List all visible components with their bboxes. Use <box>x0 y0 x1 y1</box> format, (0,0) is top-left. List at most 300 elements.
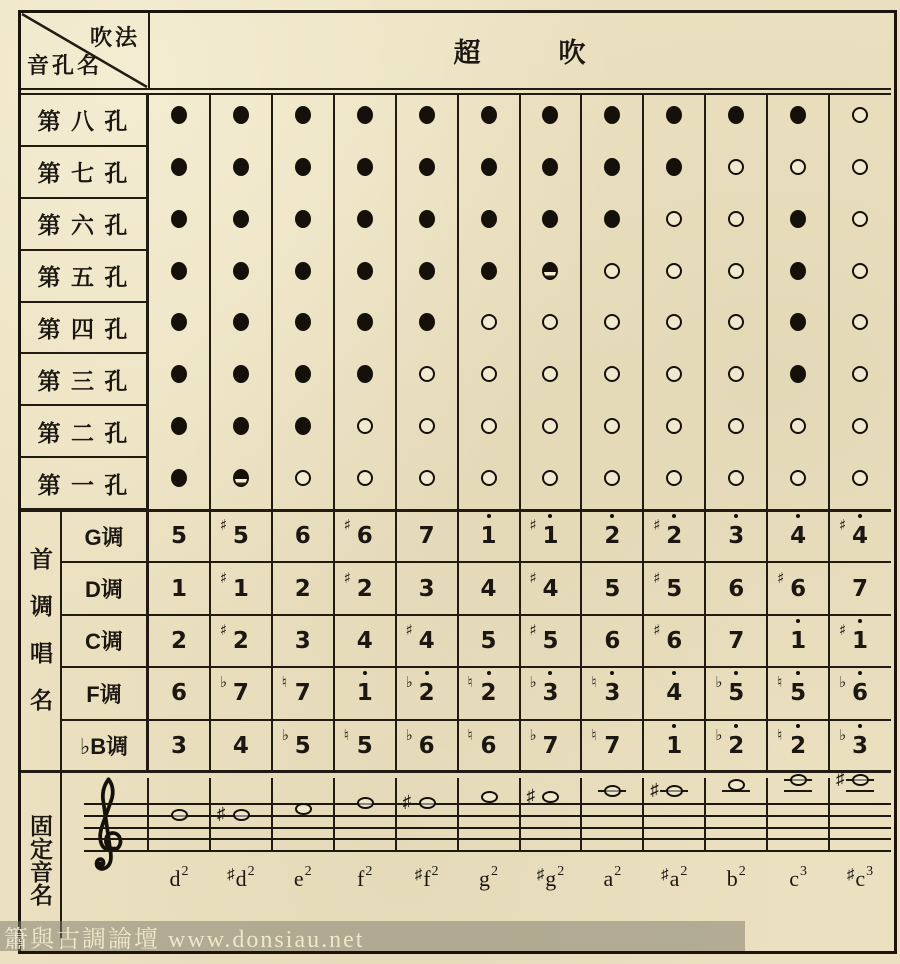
fixed-pitch-side-label: 固定音名 <box>21 774 62 945</box>
solfege-cell <box>210 720 272 772</box>
closed-hole-dot <box>357 365 373 383</box>
pitch-accidental: ♯ <box>414 867 423 883</box>
pitch-name: b 2 <box>726 864 746 891</box>
solfege-cell <box>210 562 272 614</box>
staff-column-line <box>395 778 397 852</box>
closed-hole-dot <box>790 210 806 228</box>
half-hole-dot <box>233 469 249 487</box>
solfege-cell <box>148 615 210 667</box>
solfege-cell <box>767 562 829 614</box>
pitch-name: ♯ d 2 <box>227 864 255 891</box>
open-hole-dot <box>852 263 868 279</box>
staff-accidental: ♯ <box>526 786 535 806</box>
solfege-cell <box>458 510 520 562</box>
column-line <box>457 510 459 772</box>
staff-line <box>84 815 891 817</box>
pitch-name: a 2 <box>603 864 622 891</box>
key-label-3: C调 <box>62 615 148 667</box>
column-line <box>147 510 149 772</box>
closed-hole-dot <box>295 417 311 435</box>
octave-dot <box>858 514 862 518</box>
closed-hole-dot <box>481 158 497 176</box>
whole-note <box>357 797 374 809</box>
accidental-sign: ♭ <box>839 725 847 744</box>
half-hole-dot <box>542 262 558 280</box>
octave-superscript: 2 <box>304 864 312 879</box>
octave-dot <box>548 514 552 518</box>
pitch-name: ♯ f 2 <box>414 864 439 891</box>
column-line <box>828 510 830 772</box>
octave-dot <box>734 724 738 728</box>
solfege-number: 5 ♭ <box>281 725 311 759</box>
solfege-cell <box>581 720 643 772</box>
open-hole-dot <box>852 470 868 486</box>
solfege-number: 2 <box>294 575 311 602</box>
staff-accidental: ♯ <box>216 803 226 823</box>
solfege-cell <box>643 720 705 772</box>
solfege-number: 6 ♯ <box>343 516 373 550</box>
solfege-cell <box>210 510 272 562</box>
accidental-sign: ♯ <box>529 516 537 535</box>
solfege-number: 5 ♮ <box>343 725 373 759</box>
octave-superscript: 2 <box>557 864 565 879</box>
solfege-number: 5 ♮ <box>777 673 807 707</box>
open-hole-dot <box>852 159 868 175</box>
column-line <box>766 93 768 510</box>
closed-hole-dot <box>481 262 497 280</box>
key-label-5: ♭B调 <box>62 720 148 772</box>
solfege-cell <box>396 510 458 562</box>
solfege-number: 4 ♯ <box>839 516 869 550</box>
octave-superscript: 2 <box>181 864 189 879</box>
solfege-cell <box>520 667 582 719</box>
solfege-number: 6 <box>604 627 621 654</box>
solfege-cell <box>148 510 210 562</box>
octave-dot <box>610 671 614 675</box>
solfege-cell <box>334 562 396 614</box>
solfege-cell <box>272 720 334 772</box>
accidental-sign: ♮ <box>467 725 473 744</box>
solfege-cell <box>272 667 334 719</box>
closed-hole-dot <box>357 210 373 228</box>
octave-superscript: 2 <box>247 864 255 879</box>
staff-column-line <box>519 778 521 852</box>
accidental-sign: ♯ <box>777 568 785 587</box>
hole-row-label: 第 一 孔 <box>21 458 148 510</box>
staff-column-line <box>457 778 459 852</box>
accidental-sign: ♯ <box>219 568 228 587</box>
octave-dot <box>858 671 862 675</box>
whole-note <box>481 791 498 803</box>
pitch-name: f 2 <box>357 864 373 891</box>
solfege-cell <box>829 720 891 772</box>
solfege-cell <box>520 615 582 667</box>
octave-dot <box>363 671 367 675</box>
solfege-cell <box>705 720 767 772</box>
closed-hole-dot <box>419 158 435 176</box>
solfege-cell <box>520 510 582 562</box>
staff-column-line <box>828 778 830 852</box>
column-line <box>209 510 211 772</box>
solfege-cell <box>458 615 520 667</box>
column-line <box>457 93 459 510</box>
closed-hole-dot <box>171 158 187 176</box>
closed-hole-dot <box>295 210 311 228</box>
column-line <box>271 93 273 510</box>
column-line <box>333 510 335 772</box>
open-hole-dot <box>419 418 435 434</box>
closed-hole-dot <box>790 106 806 124</box>
staff-column-line <box>333 778 335 852</box>
solfege-cell <box>581 667 643 719</box>
accidental-sign: ♭ <box>405 673 413 692</box>
staff-line <box>84 838 891 840</box>
closed-hole-dot <box>481 210 497 228</box>
staff-accidental: ♯ <box>650 780 659 800</box>
solfege-cell <box>396 615 458 667</box>
header-rule-1 <box>21 88 891 90</box>
octave-dot <box>734 514 738 518</box>
solfege-number: 1 ♯ <box>839 620 869 654</box>
accidental-sign: ♭ <box>529 673 537 692</box>
watermark-banner <box>0 921 745 951</box>
solfege-number: 4 ♯ <box>529 568 559 602</box>
solfege-number: 4 <box>790 523 806 549</box>
closed-hole-dot <box>171 210 187 228</box>
accidental-sign: ♯ <box>343 516 351 535</box>
hole-row-label: 第 五 孔 <box>21 251 148 303</box>
pitch-accidental: ♯ <box>661 867 669 883</box>
octave-dot <box>487 671 491 675</box>
header-corner-cell <box>21 13 150 88</box>
octave-dot <box>858 724 862 728</box>
hole-row-label: 第 六 孔 <box>21 199 148 251</box>
accidental-sign: ♭ <box>529 725 537 744</box>
solfege-cell <box>581 562 643 614</box>
solfege-number: 2 ♯ <box>343 568 373 602</box>
staff-column-line <box>209 778 211 852</box>
accidental-sign: ♭ <box>715 673 723 692</box>
column-line <box>642 93 644 510</box>
hole-row-label: 第 四 孔 <box>21 303 148 355</box>
open-hole-dot <box>419 470 435 486</box>
open-hole-dot <box>481 314 497 330</box>
accidental-sign: ♯ <box>405 620 413 639</box>
column-line <box>209 93 211 510</box>
pitch-name: e 2 <box>293 864 312 891</box>
octave-dot <box>610 514 614 518</box>
solfege-cell <box>458 720 520 772</box>
solfege-cell <box>334 510 396 562</box>
accidental-sign: ♭ <box>839 673 847 692</box>
whole-note <box>790 774 807 786</box>
staff-column-line <box>766 778 768 852</box>
column-line <box>395 510 397 772</box>
blow-method-label: 吹法 <box>89 25 140 50</box>
hole-row-label: 第 七 孔 <box>21 147 148 199</box>
key-label-1: G调 <box>62 510 148 562</box>
octave-dot <box>425 671 429 675</box>
solfege-cell <box>458 562 520 614</box>
pitch-name: ♯ c 3 <box>846 864 874 891</box>
solfege-number: 1 <box>790 628 806 654</box>
whole-note <box>295 803 312 815</box>
closed-hole-dot <box>233 106 249 124</box>
open-hole-dot <box>357 470 373 486</box>
closed-hole-dot <box>233 417 249 435</box>
solfege-number: 5 <box>604 575 621 602</box>
solfege-number: 3 ♭ <box>839 725 869 759</box>
hole-name-label: 音孔名 <box>27 53 103 78</box>
solfege-number: 2 ♮ <box>467 673 497 707</box>
whole-note <box>419 797 436 809</box>
octave-superscript: 2 <box>738 864 746 879</box>
accidental-sign: ♯ <box>653 568 661 587</box>
closed-hole-dot <box>790 262 806 280</box>
solfege-number: 7 ♭ <box>529 725 559 759</box>
open-hole-dot <box>481 418 497 434</box>
open-hole-dot <box>419 366 435 382</box>
solfege-cell <box>829 615 891 667</box>
column-line <box>147 93 149 510</box>
open-hole-dot <box>852 107 868 123</box>
open-hole-dot <box>666 211 682 227</box>
solfege-cell <box>148 667 210 719</box>
solfege-cell <box>334 667 396 719</box>
solfege-number: 5 ♯ <box>653 568 683 602</box>
whole-note <box>233 809 250 821</box>
accidental-sign: ♮ <box>591 673 597 692</box>
solfege-number: 2 ♯ <box>653 516 683 550</box>
closed-hole-dot <box>171 262 187 280</box>
staff-column-line <box>271 778 273 852</box>
solfege-number: 3 <box>294 627 311 654</box>
solfege-cell <box>705 562 767 614</box>
solfege-cell <box>643 667 705 719</box>
accidental-sign: ♮ <box>467 673 473 692</box>
column-line <box>395 93 397 510</box>
solfege-number: 3 <box>170 732 187 759</box>
whole-note <box>171 809 188 821</box>
pitch-name: ♯ a 2 <box>661 864 688 891</box>
octave-superscript: 3 <box>866 864 874 879</box>
solfege-cell <box>334 615 396 667</box>
solfege-number: 7 <box>418 523 435 550</box>
accidental-sign: ♯ <box>839 620 847 639</box>
accidental-sign: ♯ <box>529 568 537 587</box>
closed-hole-dot <box>295 158 311 176</box>
solfege-number: 7 ♮ <box>281 673 311 707</box>
solfege-number: 6 ♯ <box>653 620 683 654</box>
solfege-number: 5 ♭ <box>715 673 745 707</box>
closed-hole-dot <box>419 313 435 331</box>
ledger-line <box>846 790 874 792</box>
ledger-line <box>784 790 812 792</box>
solfege-cell <box>643 615 705 667</box>
solfege-number: 2 <box>170 627 187 654</box>
solfege-cell <box>829 667 891 719</box>
key-label-4: F调 <box>62 667 148 719</box>
closed-hole-dot <box>171 106 187 124</box>
solfege-cell <box>334 720 396 772</box>
solfege-cell <box>210 615 272 667</box>
accidental-sign: ♮ <box>591 725 597 744</box>
section-rule <box>21 770 891 773</box>
staff-column-line <box>147 778 149 852</box>
solfege-number: 1 <box>170 575 187 602</box>
staff-column-line <box>580 778 582 852</box>
column-line <box>580 93 582 510</box>
octave-superscript: 2 <box>365 864 373 879</box>
solfege-number: 6 ♭ <box>839 673 869 707</box>
octave-dot <box>734 671 738 675</box>
octave-dot <box>548 671 552 675</box>
solfege-cell <box>705 615 767 667</box>
solfege-number: 3 ♮ <box>591 673 621 707</box>
octave-superscript: 2 <box>614 864 622 879</box>
staff-line <box>84 850 891 852</box>
solfege-cell <box>396 562 458 614</box>
column-line <box>766 510 768 772</box>
pitch-name: d 2 <box>169 864 189 891</box>
solfege-number: 6 <box>294 523 311 550</box>
solfege-number: 6 <box>728 575 745 602</box>
whole-note <box>852 774 869 786</box>
solfege-number: 1 <box>481 523 497 549</box>
octave-dot <box>672 724 676 728</box>
accidental-sign: ♯ <box>343 568 351 587</box>
solfege-cell <box>148 562 210 614</box>
staff-accidental: ♯ <box>402 792 412 811</box>
octave-superscript: 2 <box>431 864 439 879</box>
closed-hole-dot <box>295 262 311 280</box>
closed-hole-dot <box>604 210 620 228</box>
hole-row-label: 第 三 孔 <box>21 354 148 406</box>
closed-hole-dot <box>357 262 373 280</box>
solfege-cell <box>458 667 520 719</box>
solfege-cell <box>520 562 582 614</box>
solfege-number: 7 ♭ <box>219 673 249 707</box>
solfege-number: 1 <box>357 680 373 706</box>
solfege-cell <box>396 667 458 719</box>
octave-dot <box>796 724 800 728</box>
solfege-number: 5 <box>480 627 497 654</box>
solfege-cell <box>705 667 767 719</box>
staff-accidental: ♯ <box>836 768 845 788</box>
accidental-sign: ♭ <box>281 725 289 744</box>
closed-hole-dot <box>233 158 249 176</box>
open-hole-dot <box>481 470 497 486</box>
watermark-text: 簫與古調論壇 www.donsiau.net <box>4 926 365 953</box>
open-hole-dot <box>666 263 682 279</box>
solfege-number: 2 <box>604 523 620 549</box>
open-hole-dot <box>728 211 744 227</box>
octave-dot <box>487 514 491 518</box>
solfege-number: 4 <box>480 575 497 602</box>
column-line <box>642 510 644 772</box>
solfege-cell <box>767 667 829 719</box>
open-hole-dot <box>357 418 373 434</box>
key-label-2: D调 <box>62 562 148 614</box>
closed-hole-dot <box>171 469 187 487</box>
solfege-number: 3 ♭ <box>529 673 559 707</box>
column-line <box>519 510 521 772</box>
column-line <box>580 510 582 772</box>
solfege-number: 4 <box>666 680 682 706</box>
solfege-number: 1 ♯ <box>219 568 249 602</box>
accidental-sign: ♯ <box>653 620 661 639</box>
octave-dot <box>796 619 800 623</box>
pitch-name: g 2 <box>479 864 499 891</box>
accidental-sign: ♮ <box>777 673 783 692</box>
solfege-number: 4 ♯ <box>405 620 435 654</box>
solfege-cell <box>643 510 705 562</box>
solfege-number: 2 ♭ <box>715 725 745 759</box>
closed-hole-dot <box>357 106 373 124</box>
open-hole-dot <box>728 159 744 175</box>
overblow-title: 超吹 <box>453 38 664 68</box>
staff-line <box>84 803 891 805</box>
solfege-cell <box>829 510 891 562</box>
octave-superscript: 2 <box>491 864 499 879</box>
accidental-sign: ♮ <box>281 673 288 692</box>
solfege-number: 1 <box>666 733 682 759</box>
open-hole-dot <box>481 366 497 382</box>
solfege-number: 4 <box>232 732 249 759</box>
accidental-sign: ♭ <box>219 673 227 692</box>
solfege-number: 1 ♯ <box>529 516 559 550</box>
closed-hole-dot <box>419 262 435 280</box>
accidental-sign: ♯ <box>219 620 228 639</box>
closed-hole-dot <box>171 417 187 435</box>
closed-hole-dot <box>481 106 497 124</box>
closed-hole-dot <box>295 106 311 124</box>
pitch-accidental: ♯ <box>846 867 855 883</box>
solfege-number: 3 <box>728 523 744 549</box>
solfege-number: 7 <box>852 575 869 602</box>
staff-column-line <box>642 778 644 852</box>
octave-dot <box>858 619 862 623</box>
accidental-sign: ♮ <box>777 725 783 744</box>
solfege-cell <box>148 720 210 772</box>
hole-row-label: 第 八 孔 <box>21 95 148 147</box>
pitch-name: ♯ g 2 <box>536 864 565 891</box>
closed-hole-dot <box>357 158 373 176</box>
octave-dot <box>796 514 800 518</box>
solfege-cell <box>767 720 829 772</box>
octave-superscript: 2 <box>680 864 688 879</box>
accidental-sign: ♯ <box>529 620 537 639</box>
accidental-sign: ♯ <box>653 516 661 535</box>
closed-hole-dot <box>419 106 435 124</box>
open-hole-dot <box>728 263 744 279</box>
solfege-cell <box>767 510 829 562</box>
solfege-cell <box>767 615 829 667</box>
closed-hole-dot <box>419 210 435 228</box>
accidental-sign: ♯ <box>839 516 847 535</box>
movable-do-side-label: 首调唱名 <box>21 512 62 770</box>
staff-column-line <box>704 778 706 852</box>
column-line <box>828 93 830 510</box>
solfege-number: 3 <box>418 575 435 602</box>
solfege-number: 5 ♯ <box>529 620 559 654</box>
accidental-sign: ♮ <box>343 725 350 744</box>
closed-hole-dot <box>357 313 373 331</box>
closed-hole-dot <box>295 365 311 383</box>
solfege-number: 5 ♯ <box>219 516 249 550</box>
solfege-cell <box>520 720 582 772</box>
solfege-number: 6 <box>170 680 187 707</box>
